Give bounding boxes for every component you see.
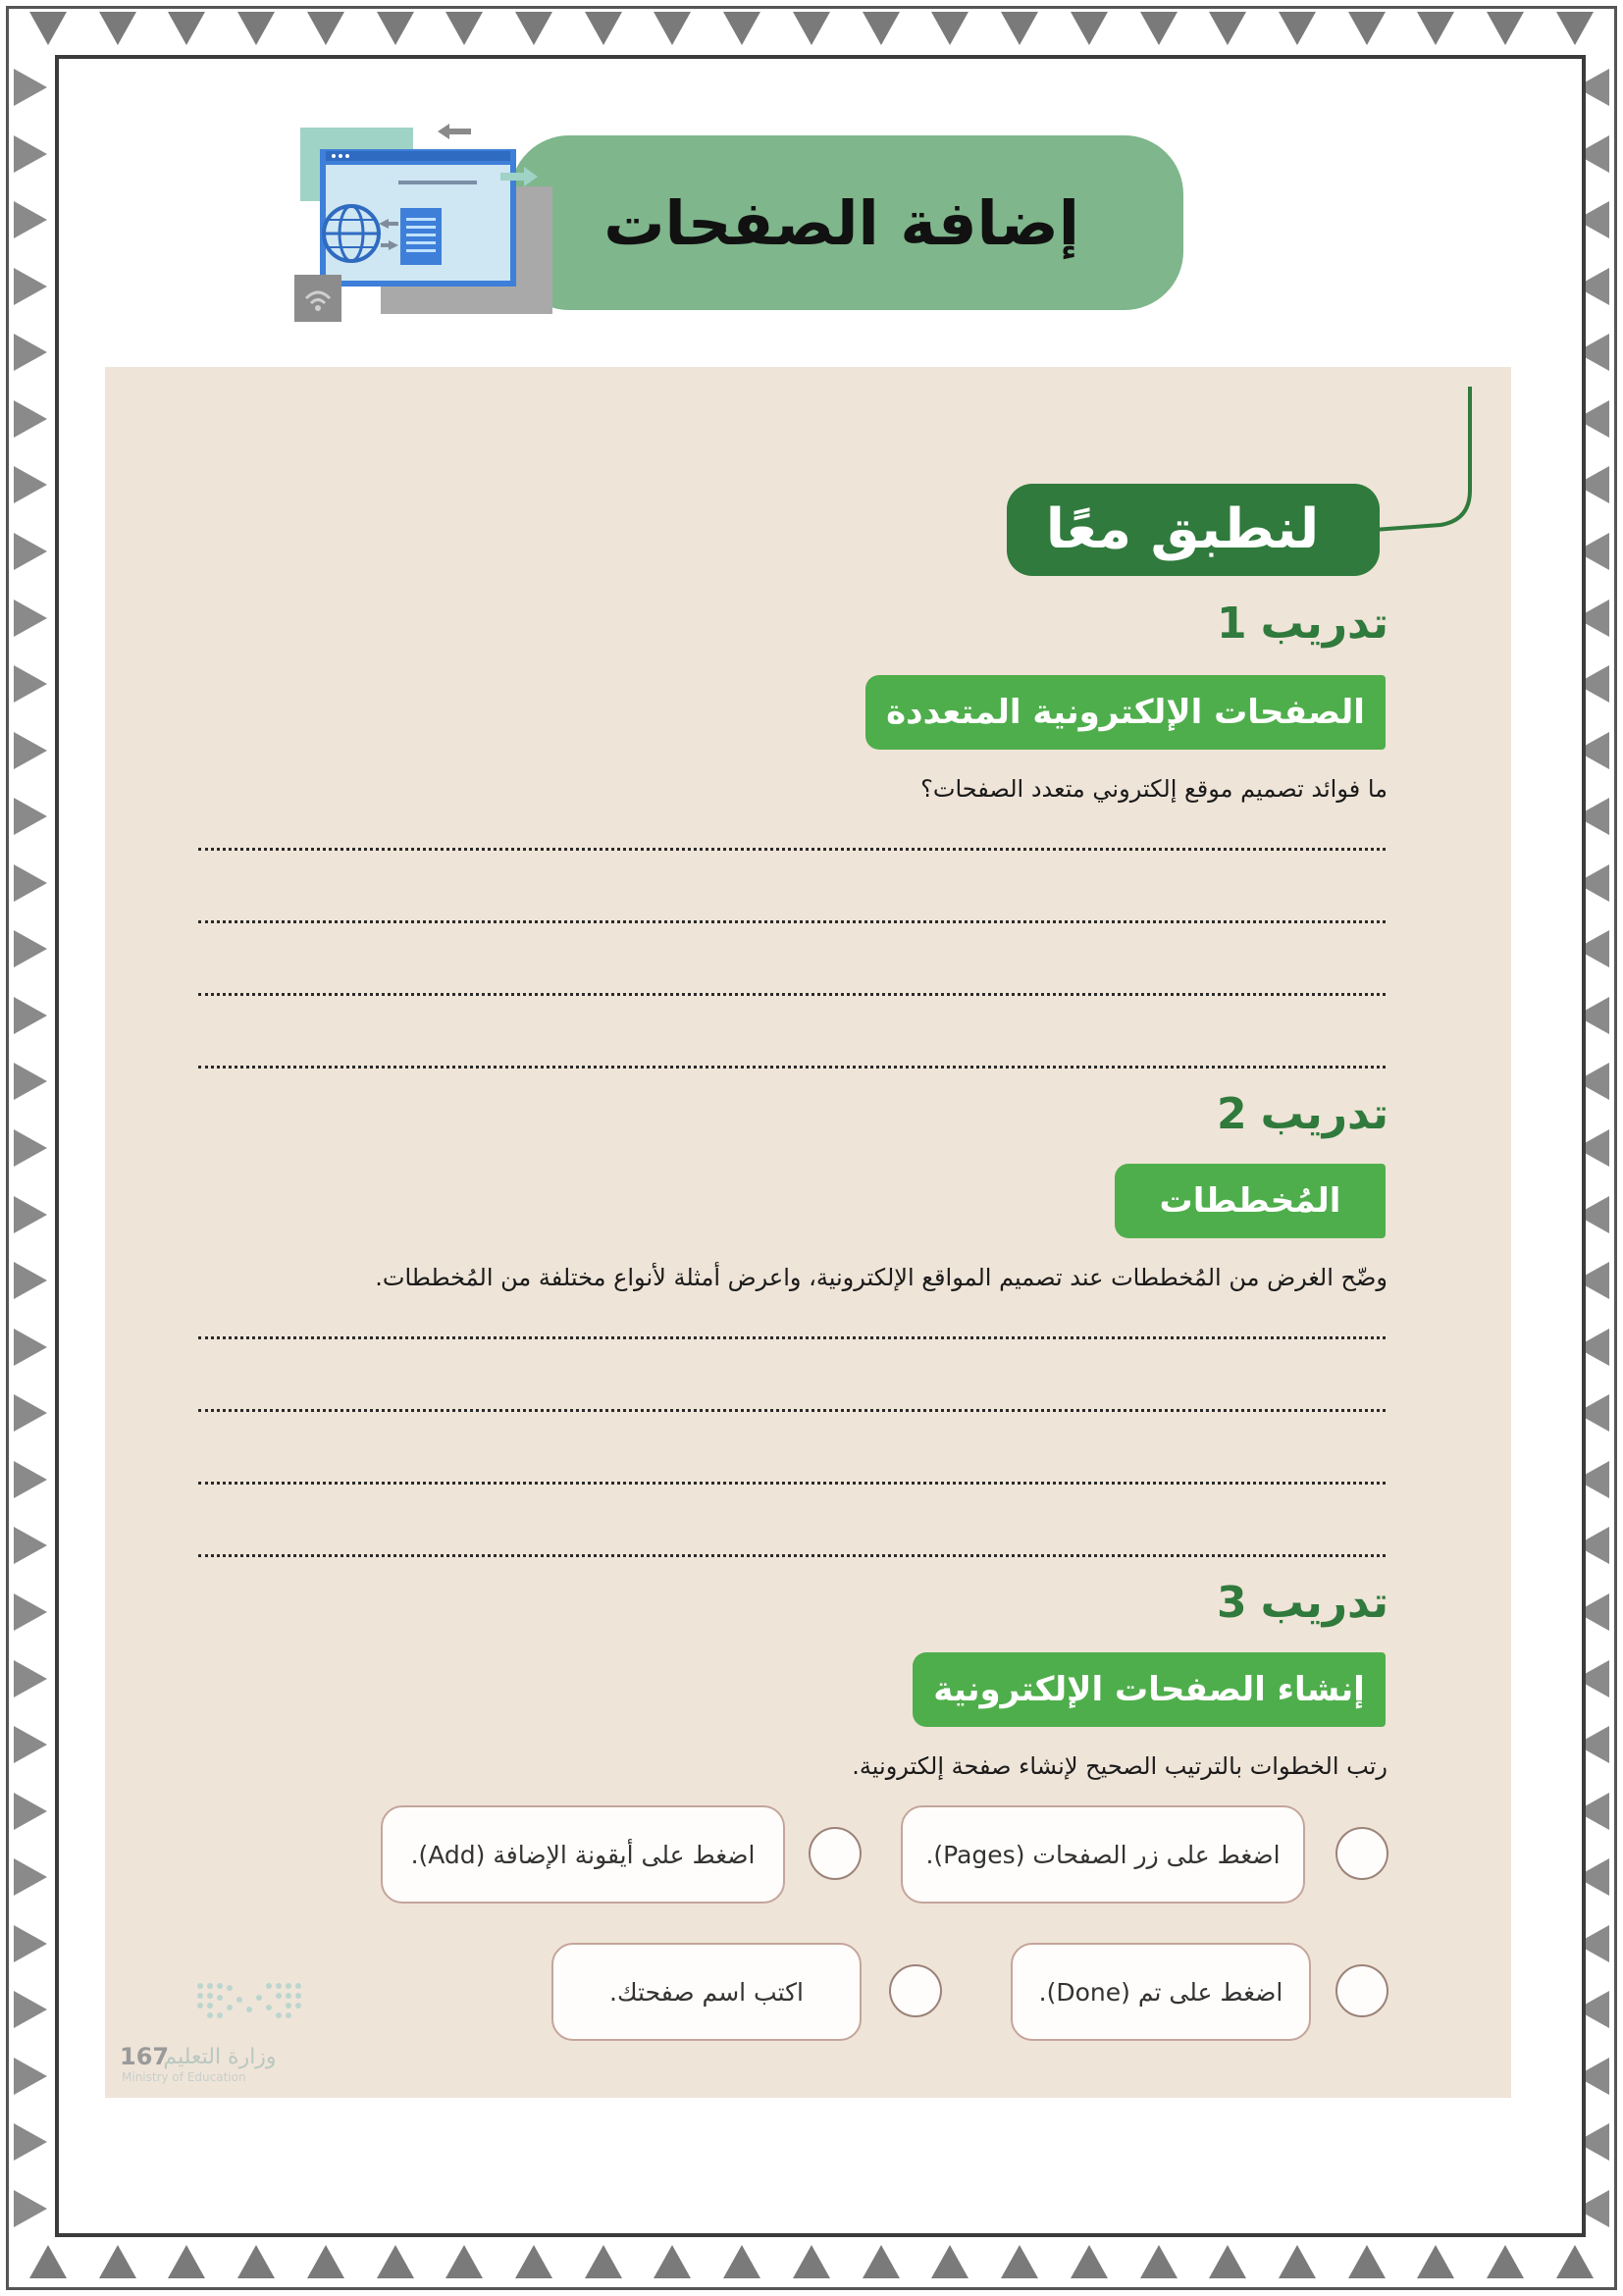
answer-line[interactable] xyxy=(198,1554,1386,1557)
option-page-name: اكتب اسم صفحتك. xyxy=(551,1943,862,2041)
exercise-1-title xyxy=(1128,599,1388,649)
order-circle[interactable] xyxy=(1335,1827,1388,1880)
option-pages-button: اضغط على زر الصفحات (Pages). xyxy=(901,1805,1305,1904)
order-circle[interactable] xyxy=(809,1827,862,1880)
answer-line[interactable] xyxy=(198,993,1386,996)
exercise-3-number: 3 xyxy=(1217,1578,1247,1628)
answer-line[interactable] xyxy=(198,1066,1386,1069)
exercise-3-tag: إنشاء الصفحات الإلكترونية xyxy=(913,1652,1386,1727)
answer-line[interactable] xyxy=(198,1336,1386,1339)
page-number: 167 xyxy=(120,2043,170,2070)
logo-dots-icon xyxy=(122,1972,357,2041)
exercise-1-tag: الصفحات الإلكترونية المتعددة xyxy=(865,675,1386,750)
exercise-2-number: 2 xyxy=(1217,1089,1247,1139)
answer-line[interactable] xyxy=(198,848,1386,851)
order-circle[interactable] xyxy=(1335,1964,1388,2017)
exercise-2-question: وضّح الغرض من المُخططات عند تصميم المواقع الإلكترونية، واعرض أمثلة لأنواع مختلفة من المُخططات. xyxy=(375,1264,1387,1291)
ministry-logo xyxy=(122,1972,357,2090)
option-add-icon: اضغط على أيقونة الإضافة (Add). xyxy=(381,1805,785,1904)
arrow-left-icon xyxy=(438,124,471,139)
web-pages-illustration xyxy=(290,118,575,324)
exercise-2-tag: المُخططات xyxy=(1115,1164,1386,1238)
exercise-2-title xyxy=(1128,1089,1388,1139)
answer-line[interactable] xyxy=(198,1409,1386,1412)
border-triangles-bottom xyxy=(29,2245,1594,2278)
ministry-name-ar: وزارة التعليم xyxy=(163,2045,277,2069)
exercise-3-question: رتب الخطوات بالترتيب الصحيح لإنشاء صفحة إلكترونية. xyxy=(852,1752,1387,1780)
order-circle[interactable] xyxy=(889,1964,942,2017)
exercise-2-label: تدريب xyxy=(1260,1089,1388,1139)
border-triangles-top xyxy=(29,12,1594,45)
section-badge-label: لنطبق معًا xyxy=(1045,497,1320,561)
answer-line[interactable] xyxy=(198,1482,1386,1485)
exercise-1-label: تدريب xyxy=(1260,599,1388,649)
border-triangles-left xyxy=(14,69,47,2227)
wifi-icon xyxy=(294,275,341,322)
exercise-3-title xyxy=(1128,1578,1388,1628)
exercise-3-label: تدريب xyxy=(1260,1578,1388,1628)
page-title: إضافة الصفحات xyxy=(603,187,1079,259)
document-icon xyxy=(400,208,442,265)
exercise-1-question: ما فوائد تصميم موقع إلكتروني متعدد الصفحات؟ xyxy=(920,775,1387,803)
option-done: اضغط على تم (Done). xyxy=(1011,1943,1311,2041)
answer-line[interactable] xyxy=(198,920,1386,923)
exercise-1-number: 1 xyxy=(1217,599,1247,649)
ministry-name-en: Ministry of Education xyxy=(122,2070,246,2084)
